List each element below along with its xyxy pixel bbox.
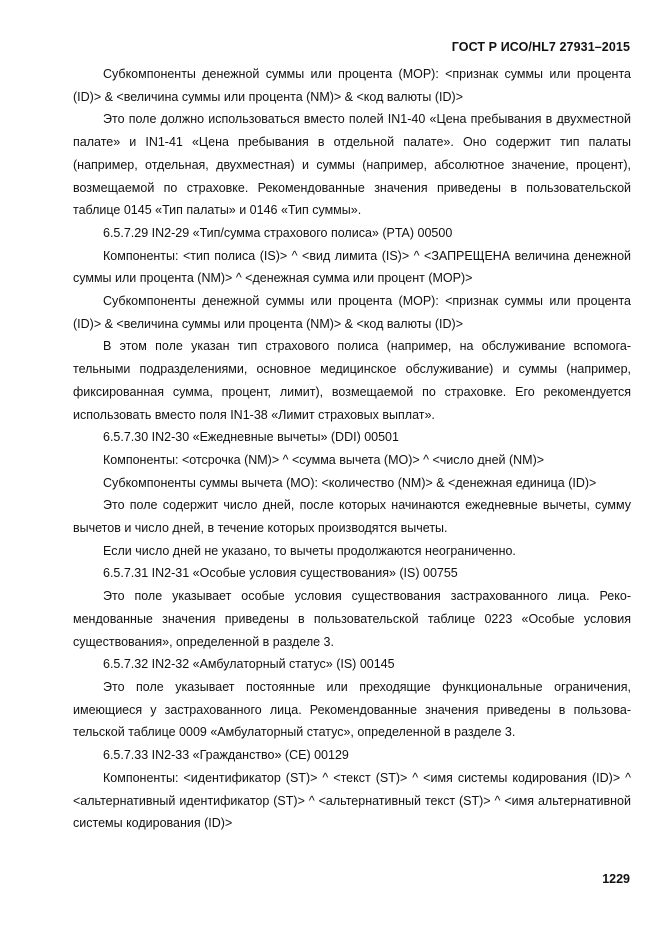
paragraph-in2-29-description: В этом поле указан тип страхового полиса (например, на обслуживание вспомогательными подразделениями, основное медицинское обслуживание) и суммы (например, фиксированная сумма, процент, лимит), возмещаемой по страховке. Его рекомендуется использовать вместо поля IN1-38 «Лимит страховых выплат».: [73, 339, 631, 422]
paragraph-in2-30-subcomponents: Субкомпоненты суммы вычета (MO): <количество (NM)> & <денежная единица (ID)>: [103, 475, 597, 490]
paragraph-in2-31-description: Это поле указывает особые условия существования застрахованного лица. Рекомендованные значения приведены в пользовательской таблице 0223 «Особые условия существования», определенной в разделе 3.: [73, 589, 631, 649]
document-header: ГОСТ Р ИСО/HL7 27931–2015: [451, 40, 630, 54]
section-heading-in2-32: 6.5.7.32 IN2-32 «Амбулаторный статус» (IS) 00145: [103, 657, 395, 672]
paragraph-mop-subcomponents-1: Субкомпоненты денежной суммы или процента (MOP): <признак суммы или процента (ID)> & <величина суммы или процента (NM)> & <код валюты (ID)>: [73, 67, 631, 104]
section-heading-in2-30: 6.5.7.30 IN2-30 «Ежедневные вычеты» (DDI) 00501: [103, 430, 399, 445]
section-heading-in2-29: 6.5.7.29 IN2-29 «Тип/сумма страхового полиса» (PTA) 00500: [103, 225, 453, 240]
paragraph-mop-subcomponents-2: Субкомпоненты денежной суммы или процента (MOP): <признак суммы или процента (ID)> & <величина суммы или процента (NM)> & <код валюты (ID)>: [73, 294, 631, 331]
paragraph-in2-30-note: Если число дней не указано, то вычеты продолжаются неограниченно.: [103, 543, 516, 558]
paragraph-in2-33-components: Компоненты: <идентификатор (ST)> ^ <текст (ST)> ^ <имя системы кодирования (ID)> ^ <альтернативный идентификатор (ST)> ^ <альтернативный текст (ST)> ^ <имя альтернативной системы кодирования (ID)>: [73, 770, 631, 831]
paragraph-in2-32-description: Это поле указывает постоянные или преходящие функциональные ограничения, имеющиеся у застрахованного лица. Рекомендованные значения приведены в пользовательской таблице 0009 «Амбулаторный статус», определенной в разделе 3.: [73, 679, 631, 740]
page-number: 1229: [602, 872, 630, 886]
section-heading-in2-31: 6.5.7.31 IN2-31 «Особые условия существования» (IS) 00755: [103, 566, 458, 581]
paragraph-room-price-description: Это поле должно использоваться вместо полей IN1-40 «Цена пребывания в двухместной палате» и IN1-41 «Цена пребывания в отдельной палате». Оно содержит тип палаты (например, отдельная, двухместная) и суммы (например, абсолютное значение, процент), возмещаемой по страховке. Рекомендованные значения приведены в пользовательской таблице 0145 «Тип палаты» и 0146 «Тип суммы».: [73, 112, 631, 218]
paragraph-in2-30-description: Это поле содержит число дней, после которых начинаются ежедневные вычеты, сумму вычетов и число дней, в течение которых производятся вычеты.: [73, 498, 631, 536]
paragraph-in2-30-components: Компоненты: <отсрочка (NM)> ^ <сумма вычета (MO)> ^ <число дней (NM)>: [103, 452, 545, 467]
section-heading-in2-33: 6.5.7.33 IN2-33 «Гражданство» (CE) 00129: [103, 748, 349, 763]
paragraph-in2-29-components: Компоненты: <тип полиса (IS)> ^ <вид лимита (IS)> ^ <ЗАПРЕЩЕНА величина денежной суммы или процента (NM)> ^ <денежная сумма или процент (MOP)>: [73, 248, 631, 286]
page-body: [73, 63, 631, 835]
